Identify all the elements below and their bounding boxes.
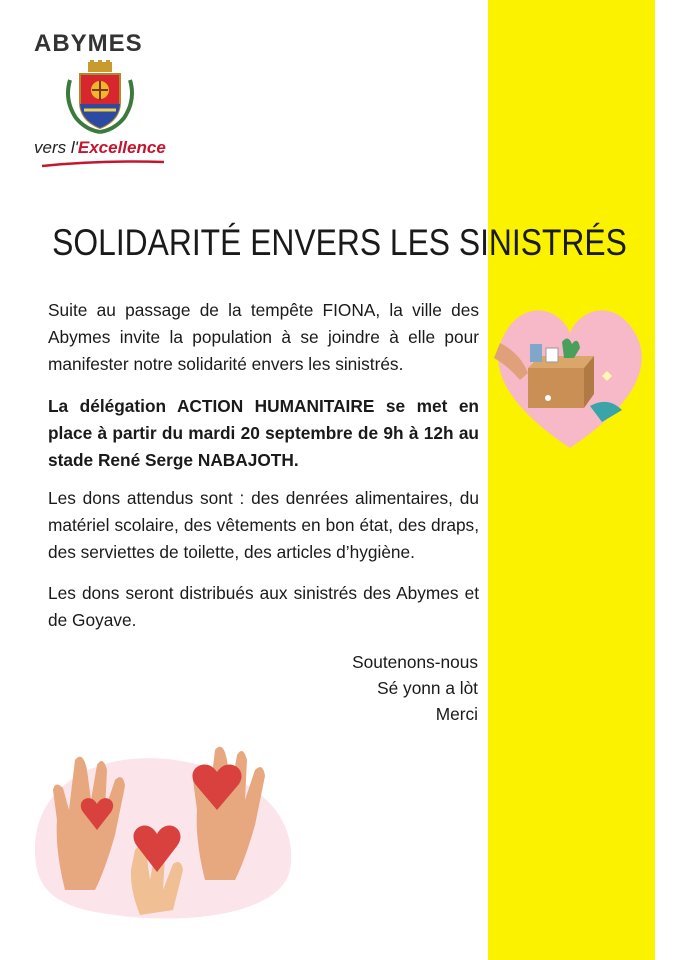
delegation-paragraph: La délégation ACTION HUMANITAIRE se met en place à partir du mardi 20 septembre de 9h à 12h au stade René Serge NABAJOTH. (48, 396, 479, 470)
closing-line-1: Soutenons-nous (352, 652, 478, 672)
yellow-side-band (488, 0, 655, 960)
tagline-emphasis: Excellence (77, 138, 166, 157)
closing-line-2: Sé yonn a lòt (377, 678, 478, 698)
distribution-paragraph: Les dons seront distribués aux sinistrés des Abymes et de Goyave. (48, 583, 479, 630)
intro-paragraph: Suite au passage de la tempête FIONA, la ville des Abymes invite la population à se joindre à elle pour manifester notre solidarité envers les sinistrés. (48, 300, 479, 374)
tagline-prefix: vers l' (34, 138, 78, 157)
donations-paragraph: Les dons attendus sont : des denrées alimentaires, du matériel scolaire, des vêtements en bon état, des draps, des serviettes de toilette, des articles d’hygiène. (48, 488, 479, 562)
page-title: SOLIDARITÉ ENVERS LES SINISTRÉS (52, 222, 627, 263)
donation-box-heart-icon (490, 298, 650, 453)
logo-swoosh-icon (42, 158, 166, 168)
city-logo (30, 30, 170, 175)
closing-line-3: Merci (435, 704, 478, 724)
closing-block (352, 649, 478, 727)
city-crest-icon (62, 60, 138, 136)
logo-city-name: ABYMES (34, 30, 143, 57)
hands-holding-hearts-icon (35, 740, 300, 925)
logo-tagline (34, 138, 166, 158)
